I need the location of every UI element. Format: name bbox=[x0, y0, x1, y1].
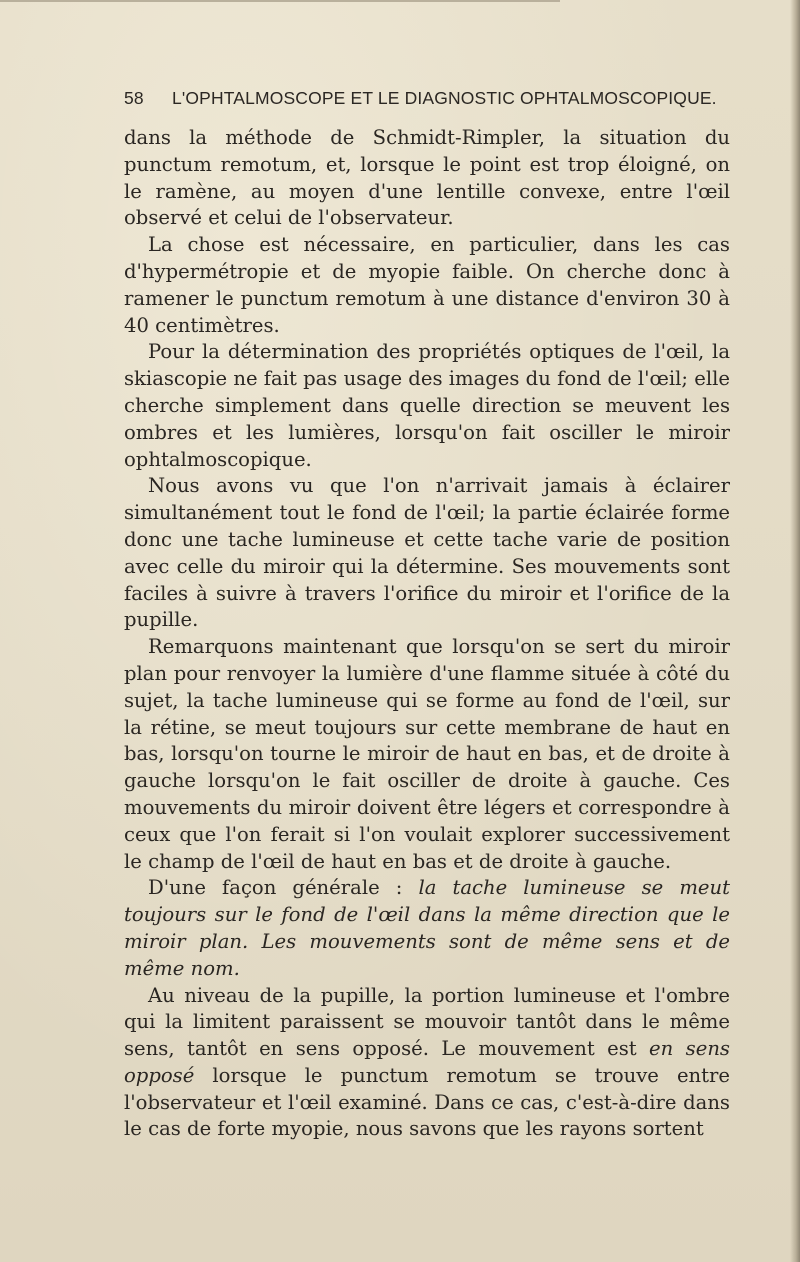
paragraph-3 bbox=[124, 339, 730, 473]
paragraph-5-text: Remarquons maintenant que lorsqu'on se sert du miroir plan pour renvoyer la lumière d'une flamme située à côté du sujet, la tache lumineuse qui se forme au fond de l'œil, sur la rétine, se meut toujours sur cette membrane de haut en bas, lorsqu'on tourne le miroir de haut en bas, et de droite à gauche lorsqu'on le fait osciller de droite à gauche. Ces mouvements du miroir doivent être légers et correspondre à ceux que l'on ferait si l'on voulait explorer successivement le champ de l'œil de haut en bas et de droite à gauche. bbox=[124, 635, 730, 873]
paragraph-6 bbox=[124, 875, 730, 982]
paragraph-5 bbox=[124, 634, 730, 875]
body-text bbox=[124, 125, 730, 1143]
top-rule bbox=[0, 0, 560, 2]
paragraph-7 bbox=[124, 983, 730, 1144]
paragraph-2-text: La chose est nécessaire, en particulier, dans les cas d'hypermétropie et de myopie faible. On cherche donc à ramener le punctum remotum à une distance d'environ 30 à 40 centimètres. bbox=[124, 233, 730, 337]
paragraph-4 bbox=[124, 473, 730, 634]
paragraph-3-text: Pour la détermination des propriétés optiques de l'œil, la skiascopie ne fait pas usage des images du fond de l'œil; elle cherche simplement dans quelle direction se meuvent les ombres et les lumières, lorsqu'on fait osciller le miroir ophtalmoscopique. bbox=[124, 340, 730, 471]
paragraph-4-text: Nous avons vu que l'on n'arrivait jamais à éclairer simultanément tout le fond de l'œil; la partie éclairée forme donc une tache lumineuse et cette tache varie de position avec celle du miroir qui la détermine. Ses mouvements sont faciles à suivre à travers l'orifice du miroir et l'orifice de la pupille. bbox=[124, 474, 730, 632]
paragraph-1 bbox=[124, 125, 730, 232]
paragraph-1-text: dans la méthode de Schmidt-Rimpler, la situation du punctum remotum, et, lorsque le point est trop éloigné, on le ramène, au moyen d'une lentille convexe, entre l'œil observé et celui de l'observateur. bbox=[124, 126, 730, 230]
paragraph-7-tail: lorsque le punctum remotum se trouve entre l'observateur et l'œil examiné. Dans ce cas, c'est-à-dire dans le cas de forte myopie, nous savons que les rayons sortent bbox=[124, 1063, 730, 1141]
page-number: 58 bbox=[124, 88, 144, 108]
paragraph-2 bbox=[124, 232, 730, 339]
paragraph-6-lead: D'une façon générale : bbox=[148, 876, 419, 900]
page-edge bbox=[790, 0, 800, 1262]
running-header bbox=[124, 88, 728, 112]
paragraph-7-italic: en sens opposé bbox=[124, 1037, 730, 1087]
paragraph-7-lead: Au niveau de la pupille, la portion lumineuse et l'ombre qui la limitent paraissent se mouvoir tantôt dans le même sens, tantôt en sens opposé. Le mouvement est bbox=[124, 983, 730, 1061]
paragraph-6-italic: la tache lumineuse se meut toujours sur le fond de l'œil dans la même direction que le miroir plan. Les mouvements sont de même sens et de même nom. bbox=[124, 876, 730, 980]
running-title: L'OPHTALMOSCOPE ET LE DIAGNOSTIC OPHTALMOSCOPIQUE. bbox=[172, 88, 717, 108]
